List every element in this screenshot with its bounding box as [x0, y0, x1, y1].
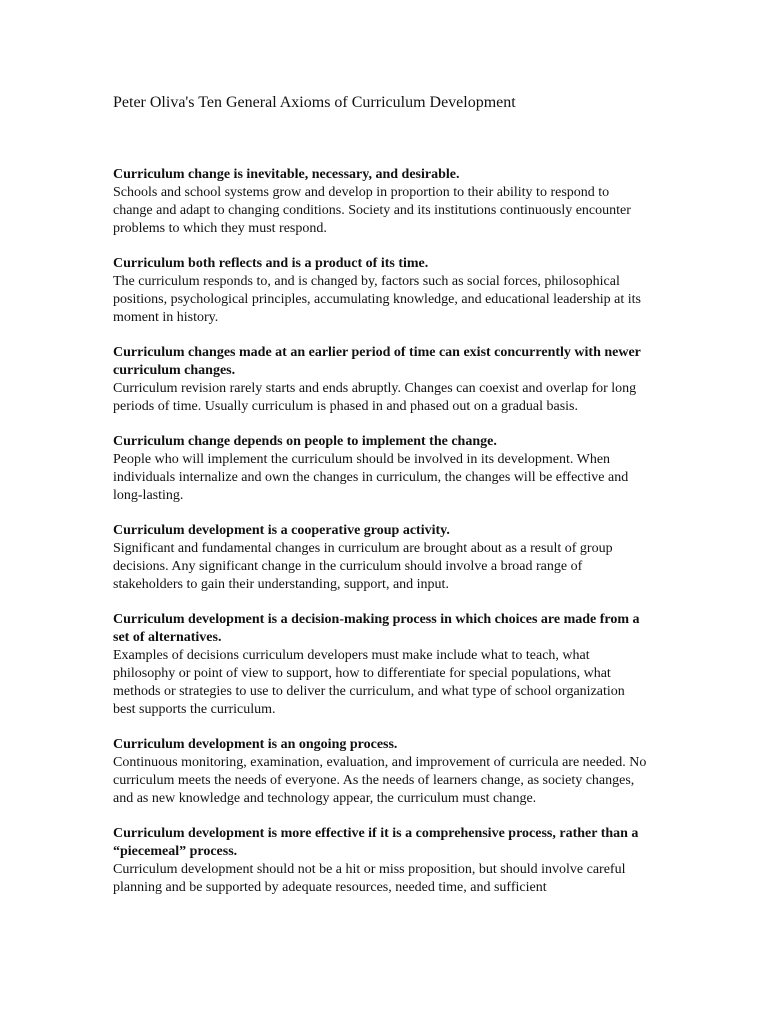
- axiom-item: [113, 433, 649, 505]
- axiom-heading: Curriculum development is an ongoing process.: [113, 737, 398, 752]
- axiom-body: People who will implement the curriculum should be involved in its development. When individuals internalize and own the changes in curriculum, the changes will be effective and long-lasting.: [113, 452, 629, 503]
- axiom-body: Significant and fundamental changes in curriculum are brought about as a result of group decisions. Any significant change in the curriculum should involve a broad range of stakeholders to gain their understanding, support, and input.: [113, 541, 613, 592]
- document-title: Peter Oliva's Ten General Axioms of Curriculum Development: [113, 94, 516, 111]
- axiom-body: The curriculum responds to, and is changed by, factors such as social forces, philosophical positions, psychological principles, accumulating knowledge, and educational leadership at its moment in history.: [113, 274, 641, 325]
- axiom-body: Continuous monitoring, examination, evaluation, and improvement of curricula are needed. No curriculum meets the needs of everyone. As the needs of learners change, as society changes, and as new knowledge and technology appear, the curriculum must change.: [113, 755, 647, 806]
- axiom-item: [113, 825, 649, 897]
- axiom-heading: Curriculum development is more effective if it is a comprehensive process, rather than a “piecemeal” process.: [113, 826, 639, 859]
- axiom-body: Curriculum revision rarely starts and ends abruptly. Changes can coexist and overlap for long periods of time. Usually curriculum is phased in and phased out on a gradual basis.: [113, 381, 637, 414]
- axiom-heading: Curriculum both reflects and is a product of its time.: [113, 256, 429, 271]
- axiom-heading: Curriculum change depends on people to implement the change.: [113, 434, 497, 449]
- axiom-heading: Curriculum development is a decision-making process in which choices are made from a set of alternatives.: [113, 612, 640, 645]
- axiom-list: [113, 166, 649, 914]
- axiom-body: Curriculum development should not be a hit or miss proposition, but should involve careful planning and be supported by adequate resources, needed time, and sufficient: [113, 862, 626, 895]
- axiom-item: [113, 611, 649, 719]
- axiom-body: Examples of decisions curriculum developers must make include what to teach, what philosophy or point of view to support, how to differentiate for special populations, what methods or strategies to use to deliver the curriculum, and what type of school organization best supports the curriculum.: [113, 648, 625, 717]
- axiom-item: [113, 255, 649, 327]
- axiom-body: Schools and school systems grow and develop in proportion to their ability to respond to change and adapt to changing conditions. Society and its institutions continuously encounter problems to which they must respond.: [113, 185, 631, 236]
- axiom-heading: Curriculum changes made at an earlier period of time can exist concurrently with newer curriculum changes.: [113, 345, 641, 378]
- axiom-item: [113, 166, 649, 238]
- axiom-heading: Curriculum change is inevitable, necessary, and desirable.: [113, 167, 460, 182]
- axiom-item: [113, 344, 649, 416]
- axiom-heading: Curriculum development is a cooperative group activity.: [113, 523, 450, 538]
- axiom-item: [113, 736, 649, 808]
- axiom-item: [113, 522, 649, 594]
